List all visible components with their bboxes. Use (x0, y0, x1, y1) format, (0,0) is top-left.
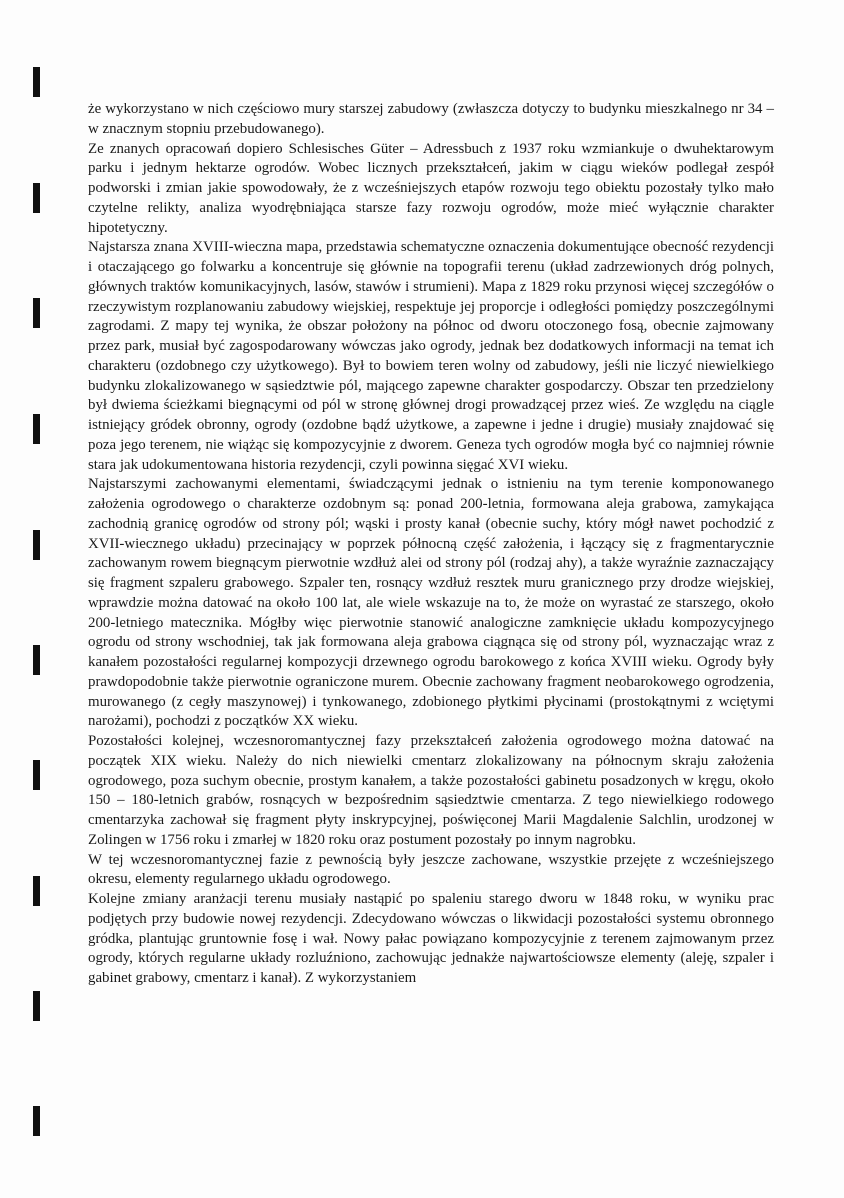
paragraph: Kolejne zmiany aranżacji terenu musiały nastąpić po spaleniu starego dworu w 1848 roku, w wyniku prac podjętych przy budowie nowej rezydencji. Zdecydowano wówczas o likwidacji pozostałości systemu obronnego gródka, plantując gruntownie fosę i wał. Nowy pałac powiązano kompozycyjnie z terenem zajmowanym przez ogrody, których regularne układy rozluźniono, zachowując jednakże najwartościowsze elementy (aleję, szpaler i gabinet grabowy, cmentarz i kanał). Z wykorzystaniem (88, 891, 774, 986)
binding-mark (33, 1106, 40, 1136)
paragraph: Pozostałości kolejnej, wczesnoromantycznej fazy przekształceń założenia ogrodowego można datować na początek XIX wieku. Należy do nich niewielki cmentarz zlokalizowany na północnym skraju założenia ogrodowego, poza suchym obecnie, prostym kanałem, a także pozostałości gabinetu posadzonych w kręgu, około 150 – 180-letnich grabów, rosnących w bezpośrednim sąsiedztwie cmentarza. Z tego niewielkiego rodowego cmentarzyka zachował się fragment płyty inskrypcyjnej, poświęconej Marii Magdalenie Salchlin, urodzonej w Zolingen w 1756 roku i zmarłej w 1820 roku oraz postument pozostały po innym nagrobku. (88, 733, 774, 848)
binding-mark (33, 760, 40, 790)
binding-mark (33, 183, 40, 213)
paragraph: Najstarszymi zachowanymi elementami, świadczącymi jednak o istnieniu na tym terenie komponowanego założenia ogrodowego o charakterze ozdobnym są: ponad 200-letnia, formowana aleja grabowa, zamykająca zachodnią granicę ogrodów od strony pól; wąski i prosty kanał (obecnie suchy, który mógł nawet pochodzić z XVII-wiecznego układu) przecinający w poprzek północną część założenia, i łączący się z fragmentarycznie zachowanym rowem biegnącym pierwotnie wzdłuż alei od strony pól (rodzaj ahy), a także wyraźnie zaznaczający się fragment szpaleru grabowego. Szpaler ten, rosnący wzdłuż resztek muru granicznego przy drodze wiejskiej, wprawdzie można datować na około 100 lat, ale wiele wskazuje na to, że może on wyrastać ze starszego, około 200-letniego matecznika. Mógłby więc pierwotnie stanowić analogiczne zamknięcie układu kompozycyjnego ogrodu od strony wschodniej, tak jak formowana aleja grabowa ciągnąca się od strony pól, wyznaczając wraz z kanałem pozostałości regularnej kompozycji drzewnego ogrodu barokowego z końca XVIII wieku. Ogrody były prawdopodobnie także pierwotnie ograniczone murem. Obecnie zachowany fragment neobarokowego ogrodzenia, murowanego (z cegły maszynowej) i tynkowanego, zdobionego płytkimi płycinami (prostokątnymi z wciętymi narożami), pochodzi z początków XX wieku. (88, 476, 774, 730)
binding-mark (33, 876, 40, 906)
body-text (88, 100, 774, 989)
binding-mark (33, 298, 40, 328)
paragraph: W tej wczesnoromantycznej fazie z pewnością były jeszcze zachowane, wszystkie przejęte z wcześniejszego okresu, elementy regularnego układu ogrodowego. (88, 851, 774, 888)
binding-mark (33, 991, 40, 1021)
binding-mark (33, 414, 40, 444)
paragraph: Ze znanych opracowań dopiero Schlesisches Güter – Adressbuch z 1937 roku wzmiankuje o dwuhektarowym parku i jednym hektarze ogrodów. Wobec licznych przekształceń, jakim w ciągu wieków podlegał zespół podworski i zmian jakie spowodowały, że z wcześniejszych etapów rozwoju tego obiektu pozostały tylko mało czytelne relikty, analiza wyodrębniająca starsze fazy rozwoju ogrodów, może mieć wyłącznie charakter hipotetyczny. (88, 140, 774, 236)
binding-mark (33, 67, 40, 97)
binding-mark (33, 530, 40, 560)
binding-mark (33, 645, 40, 675)
paragraph: Najstarsza znana XVIII-wieczna mapa, przedstawia schematyczne oznaczenia dokumentujące obecność rezydencji i otaczającego go folwarku a koncentruje się głównie na topografii terenu (układ zadrzewionych dróg polnych, głównych traktów komunikacyjnych, lasów, stawów i strumieni). Mapa z 1829 roku przynosi więcej szczegółów o rzeczywistym rozplanowaniu zabudowy wiejskiej, respektuje jej proporcje i odległości pomiędzy poszczególnymi zagrodami. Z mapy tej wynika, że obszar położony na północ od dworu otoczonego fosą, obecnie zajmowany przez park, musiał być zagospodarowany wówczas jako ogrody, jednak bez dodatkowych informacji na temat ich charakteru (ozdobnego czy użytkowego). Był to bowiem teren wolny od zabudowy, jeśli nie liczyć niewielkiego budynku zlokalizowanego w sąsiedztwie pól, mającego zapewne charakter gospodarczy. Obszar ten przedzielony był dwiema ścieżkami biegnącymi od pól w stronę głównej drogi prowadzącej przez wieś. Ze względu na ciągle istniejący gródek obronny, ogrody (ozdobne bądź użytkowe, a zapewne i jedne i drugie) musiały znajdować się poza jego terenem, nie wiążąc się kompozycyjnie z dworem. Geneza tych ogrodów mogła być co najmniej równie stara jak udokumentowana historia rezydencji, czyli powinna sięgać XVI wieku. (88, 239, 774, 473)
paragraph: że wykorzystano w nich częściowo mury starszej zabudowy (zwłaszcza dotyczy to budynku mieszkalnego nr 34 – w znacznym stopniu przebudowanego). (88, 101, 774, 137)
